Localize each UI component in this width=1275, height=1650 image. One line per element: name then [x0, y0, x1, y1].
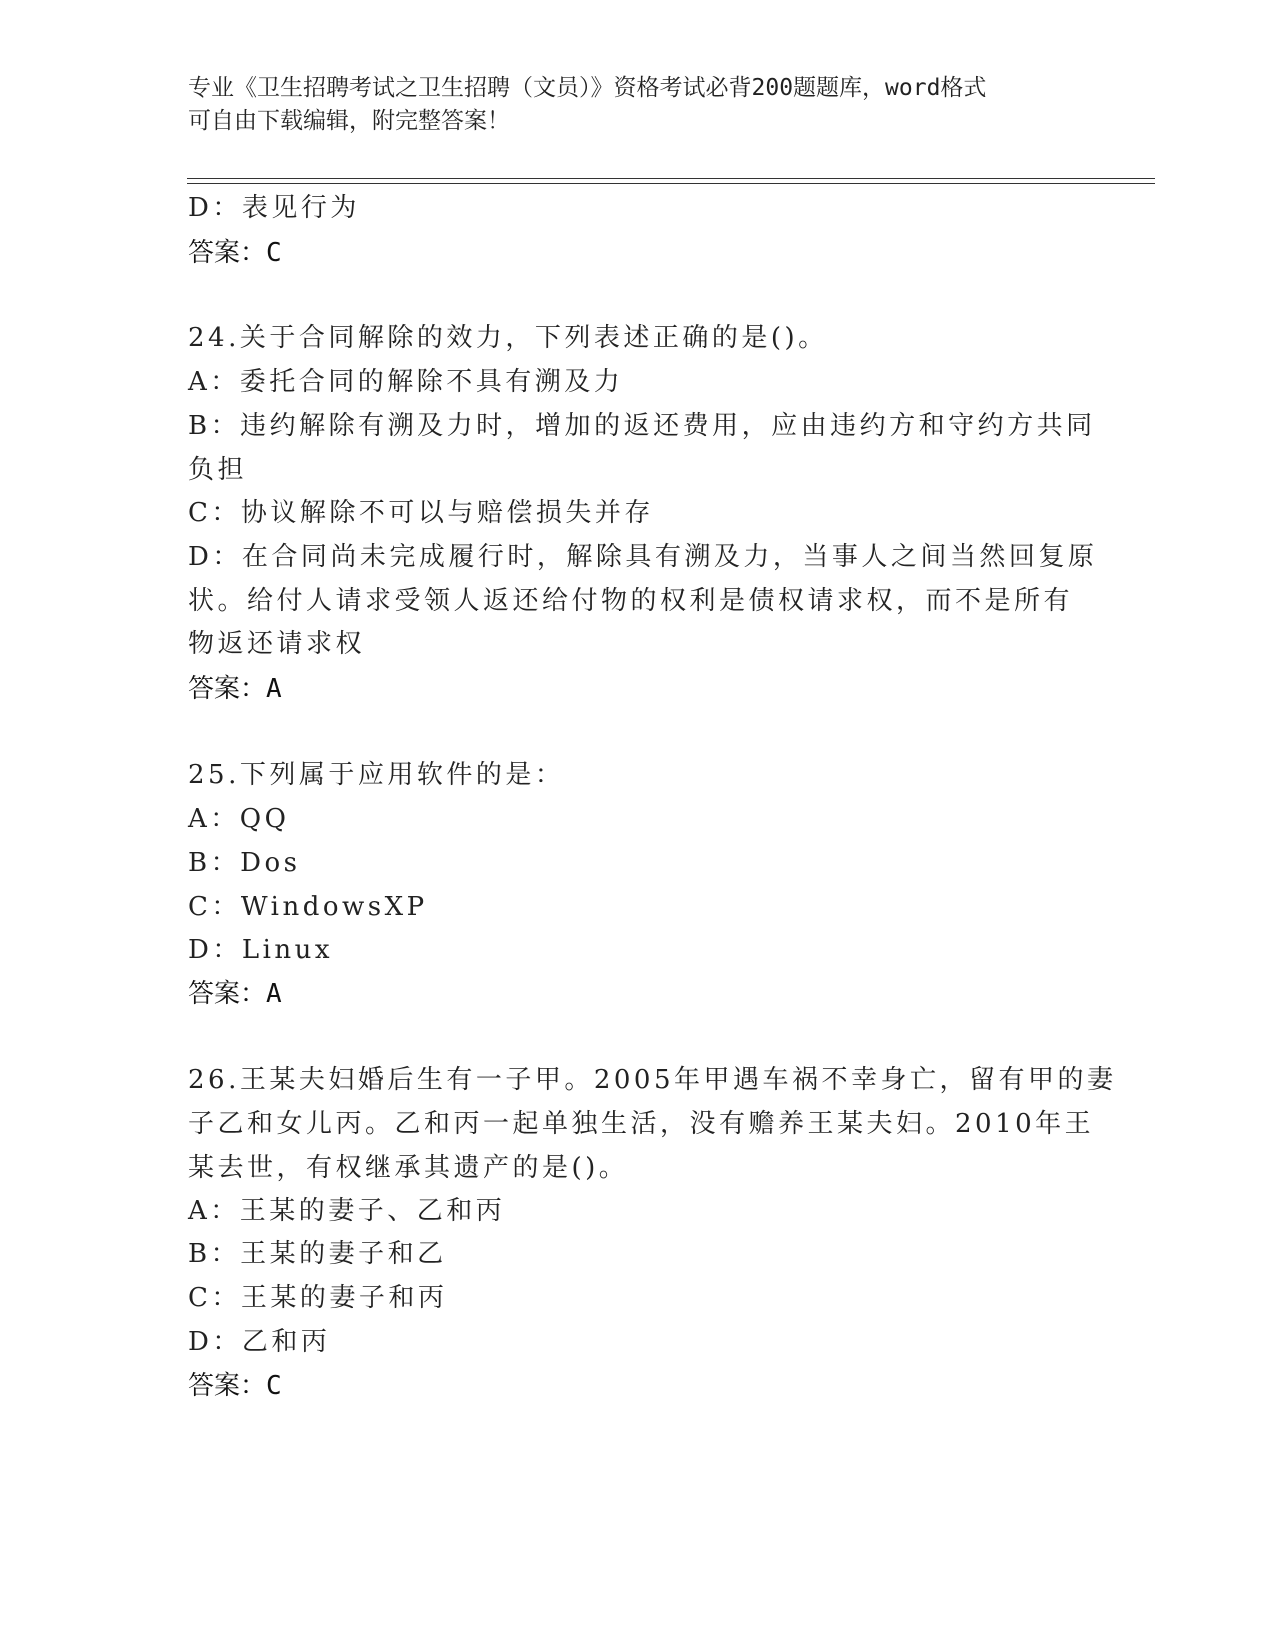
q26-option-a: A：王某的妻子、乙和丙	[188, 1196, 506, 1226]
q24-option-d-line1: D：在合同尚未完成履行时，解除具有溯及力，当事人之间当然回复原	[188, 542, 1098, 572]
q24-option-d-line3: 物返还请求权	[188, 629, 366, 659]
header-rule-bottom	[187, 183, 1155, 184]
q26-question-line1: 26.王某夫妇婚后生有一子甲。2005年甲遇车祸不幸身亡，留有甲的妻	[188, 1065, 1117, 1095]
q25-option-a: A：QQ	[188, 804, 290, 834]
q26-question-line3: 某去世，有权继承其遗产的是()。	[188, 1153, 629, 1183]
q26-option-b: B：王某的妻子和乙	[188, 1239, 447, 1269]
q24-answer: 答案：A	[188, 674, 282, 704]
q24-option-c: C：协议解除不可以与赔偿损失并存	[188, 498, 654, 528]
q24-option-a: A：委托合同的解除不具有溯及力	[188, 367, 624, 397]
page-header	[188, 72, 1088, 138]
q25-answer: 答案：A	[188, 979, 282, 1009]
q24-question: 24.关于合同解除的效力，下列表述正确的是()。	[188, 323, 828, 353]
q24-option-b-line1: B：违约解除有溯及力时，增加的返还费用，应由违约方和守约方共同	[188, 411, 1096, 441]
q25-option-d: D：Linux	[188, 935, 334, 965]
q25-question: 25.下列属于应用软件的是：	[188, 760, 565, 790]
q24-option-d-line2: 状。给付人请求受领人返还给付物的权利是债权请求权，而不是所有	[188, 586, 1074, 616]
header-line-1: 专业《卫生招聘考试之卫生招聘（文员）》资格考试必背200题题库，word格式	[188, 75, 987, 101]
q26-option-d: D：乙和丙	[188, 1327, 331, 1357]
q26-option-c: C：王某的妻子和丙	[188, 1283, 448, 1313]
q24-option-b-line2: 负担	[188, 455, 248, 485]
prev-option-d: D：表见行为	[188, 193, 360, 223]
q26-answer: 答案：C	[188, 1371, 282, 1401]
prev-answer: 答案：C	[188, 238, 282, 268]
q25-option-b: B：Dos	[188, 848, 301, 878]
q26-question-line2: 子乙和女儿丙。乙和丙一起单独生活，没有赡养王某夫妇。2010年王	[188, 1109, 1095, 1139]
header-line-2: 可自由下载编辑，附完整答案！	[188, 108, 510, 134]
header-rule-top	[187, 178, 1155, 179]
q25-option-c: C：WindowsXP	[188, 892, 428, 922]
